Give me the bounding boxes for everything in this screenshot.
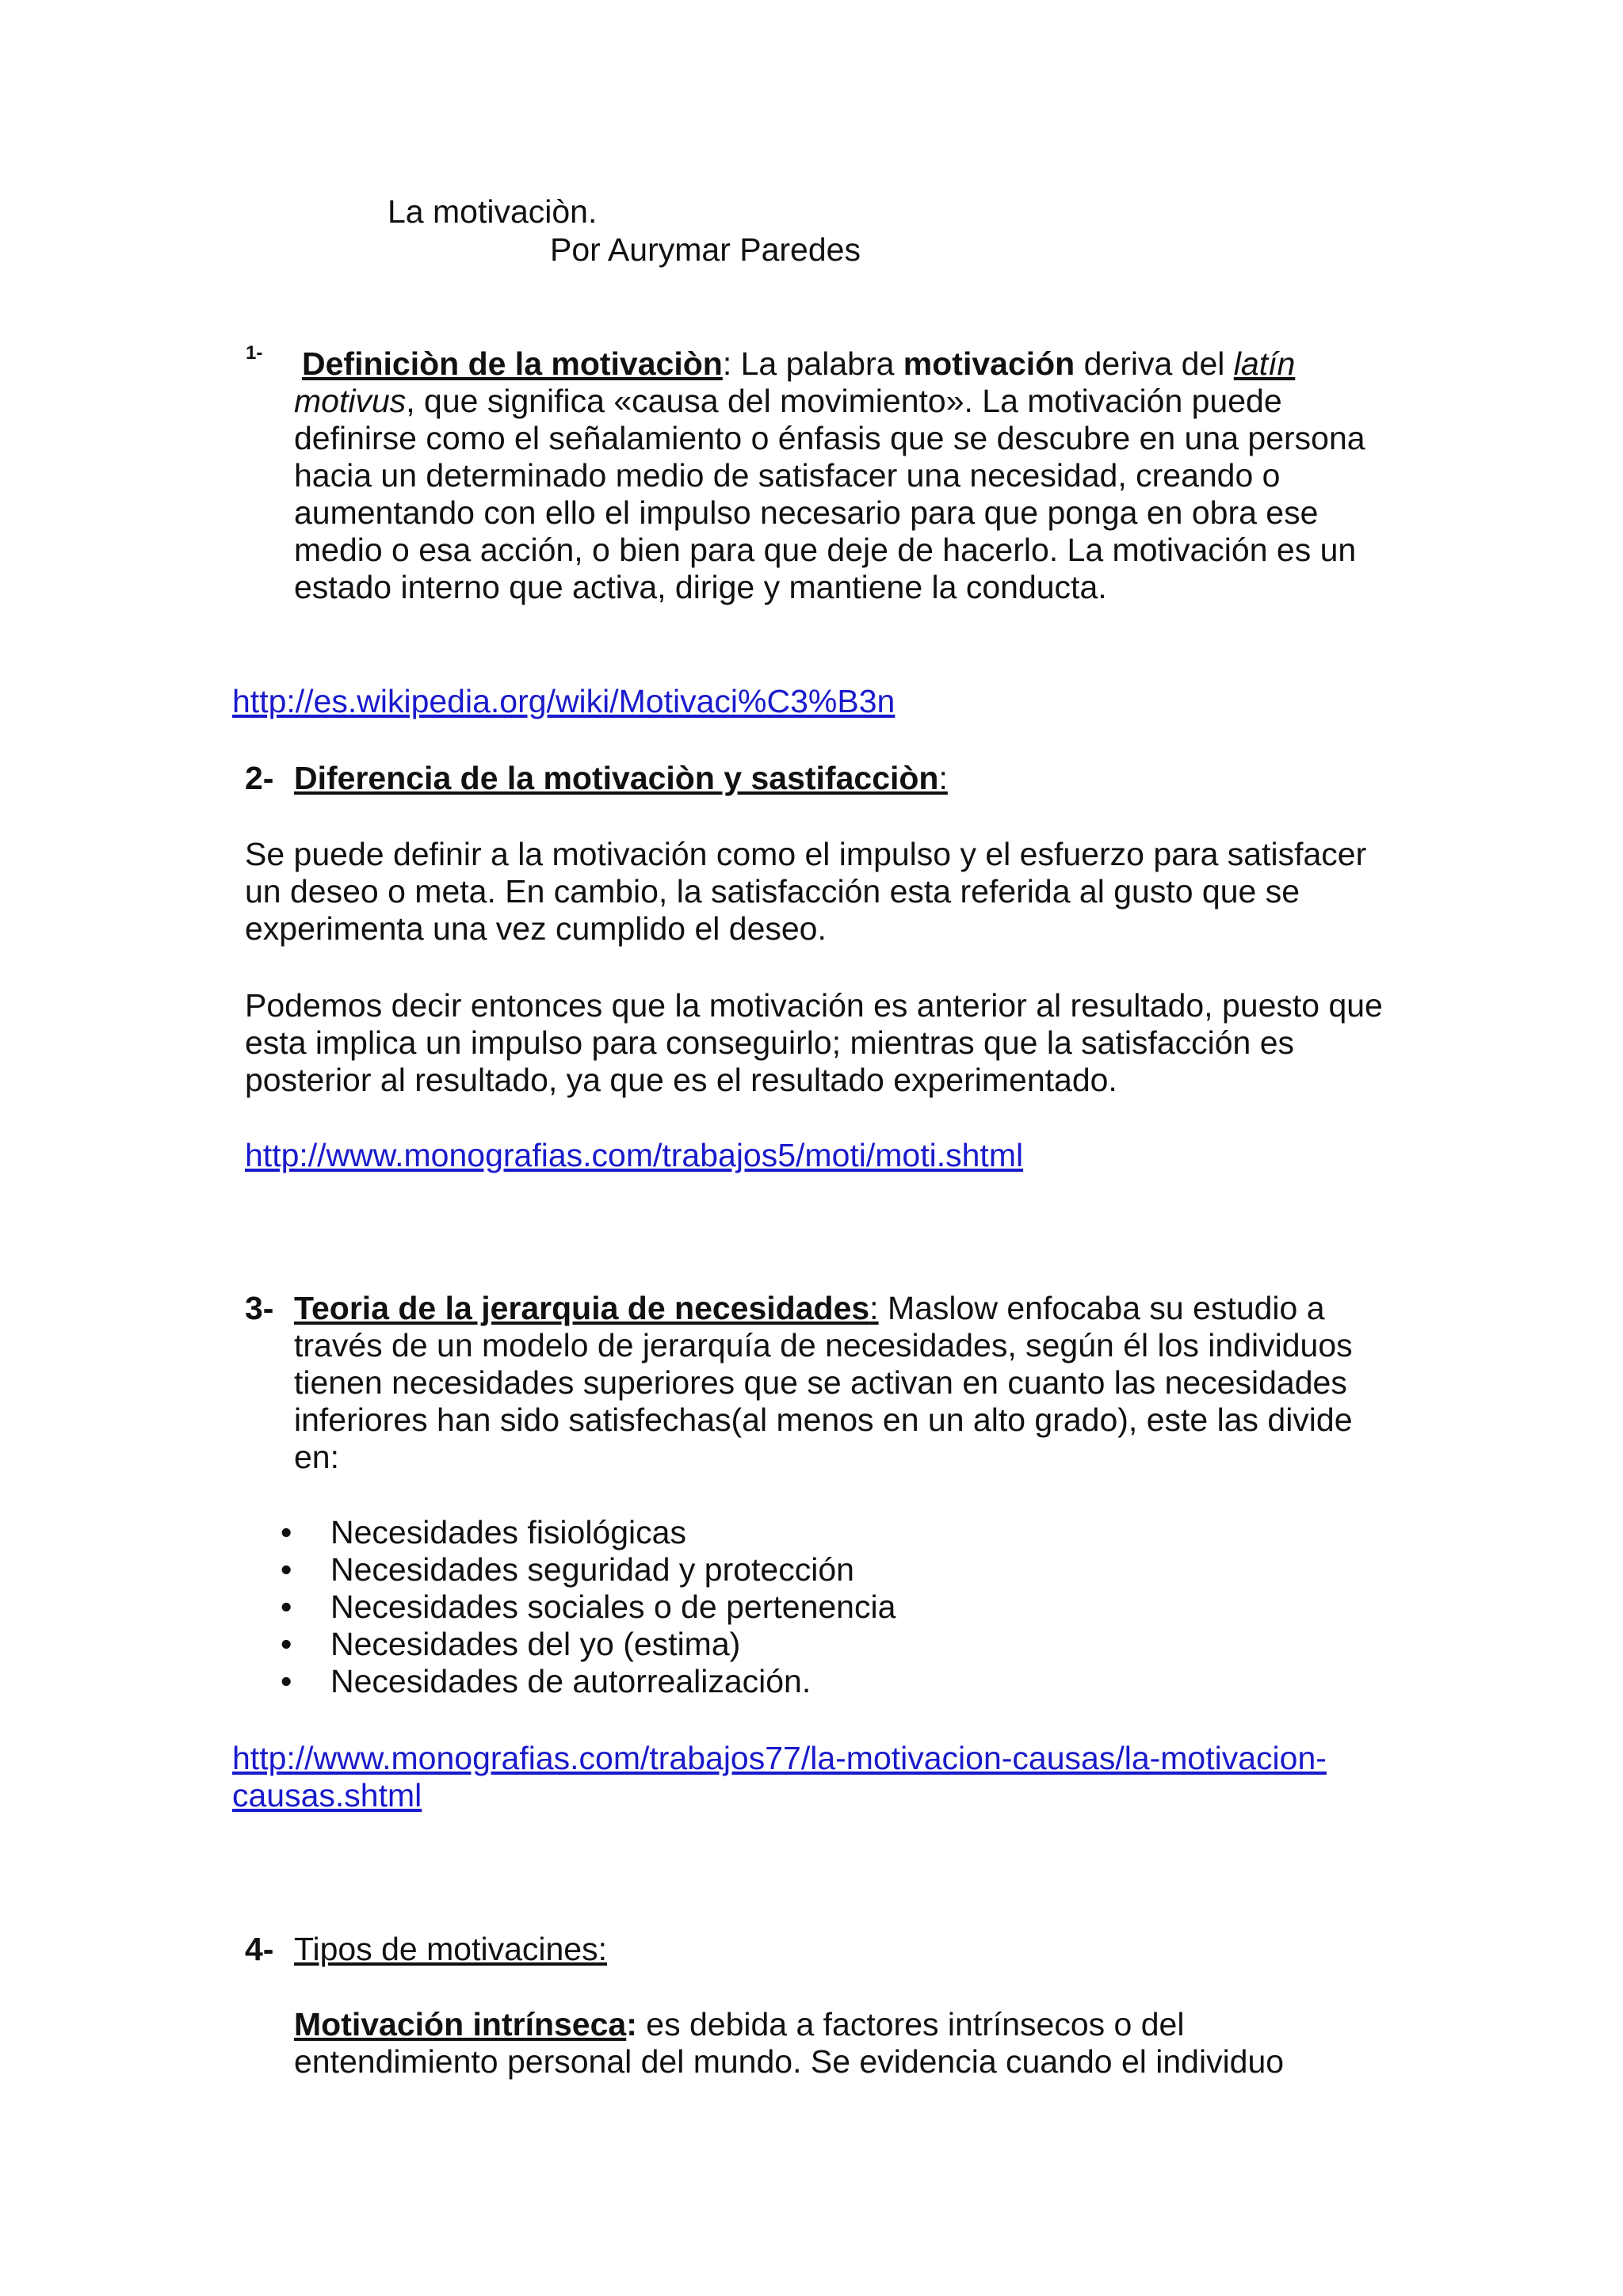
section-1-colon: : xyxy=(722,345,732,382)
needs-list-item: Necesidades fisiológicas xyxy=(330,1514,686,1550)
section-1-second-line xyxy=(294,383,1282,420)
section-4-subheading: Motivación intrínseca xyxy=(294,2006,627,2042)
section-1-heading: Definiciòn de la motivaciòn xyxy=(302,345,723,382)
section-1-line: estado interno que activa, dirige y mantiene la conducta. xyxy=(294,569,1107,605)
document-title: La motivaciòn. xyxy=(388,193,598,230)
section-1-italic-motivus: motivus xyxy=(294,383,407,419)
section-2-paragraph-2-line: posterior al resultado, ya que es el resultado experimentado. xyxy=(245,1062,1117,1098)
section-1-text-1: La palabra xyxy=(731,345,903,382)
section-2-paragraph-2-line: esta implica un impulso para conseguirlo; mientras que la satisfacción es xyxy=(245,1024,1295,1061)
section-1-line: aumentando con ello el impulso necesario para que ponga en obra ese xyxy=(294,494,1319,531)
section-2-heading: Diferencia de la motivaciòn y sastifacciòn xyxy=(294,760,939,796)
section-3-text-1: Maslow enfocaba su estudio a xyxy=(878,1290,1325,1326)
section-1-italic-latin: latín xyxy=(1233,345,1296,382)
section-1-text-3: , que significa «causa del movimiento». La motivación puede xyxy=(406,383,1282,419)
section-4-line: entendimiento personal del mundo. Se evidencia cuando el individuo xyxy=(294,2043,1285,2080)
section-4-text-1: es debida a factores intrínsecos o del xyxy=(636,2006,1185,2042)
section-3-line: en: xyxy=(294,1439,339,1475)
section-2-paragraph-1-line: experimenta una vez cumplido el deseo. xyxy=(245,910,827,947)
section-1-line: hacia un determinado medio de satisfacer una necesidad, creando o xyxy=(294,457,1281,494)
bullet-icon: • xyxy=(281,1514,292,1550)
section-3-colon: : xyxy=(869,1290,879,1326)
needs-list-item: Necesidades seguridad y protección xyxy=(330,1551,854,1588)
section-3-heading: Teoria de la jerarquia de necesidades xyxy=(294,1290,870,1326)
bullet-icon: • xyxy=(281,1663,292,1699)
section-3-line: tienen necesidades superiores que se activan en cuanto las necesidades xyxy=(294,1364,1347,1401)
section-4-first-line xyxy=(294,2006,1184,2043)
section-4-heading: Tipos de motivacines: xyxy=(294,1931,607,1967)
section-1-line: medio o esa acción, o bien para que deje de hacerlo. La motivación es un xyxy=(294,532,1357,568)
section-1-first-line xyxy=(302,345,1295,383)
monografias-link-1[interactable]: http://www.monografias.com/trabajos5/moti/moti.shtml xyxy=(245,1137,1024,1173)
section-2-number: 2- xyxy=(245,760,274,796)
section-1-bold-term: motivación xyxy=(903,345,1075,382)
section-2-paragraph-2-line: Podemos decir entonces que la motivación es anterior al resultado, puesto que xyxy=(245,987,1383,1024)
section-3-first-line xyxy=(294,1290,1325,1327)
section-4-colon: : xyxy=(626,2006,637,2042)
bullet-icon: • xyxy=(281,1551,292,1588)
section-1-text-2: deriva del xyxy=(1075,345,1234,382)
needs-list-item: Necesidades del yo (estima) xyxy=(330,1626,741,1662)
wikipedia-link[interactable]: http://es.wikipedia.org/wiki/Motivaci%C3%B3n xyxy=(232,683,896,719)
section-3-line: inferiores han sido satisfechas(al menos en un alto grado), este las divide xyxy=(294,1402,1353,1438)
section-4-number: 4- xyxy=(245,1931,274,1967)
bullet-icon: • xyxy=(281,1626,292,1662)
section-1-line: definirse como el señalamiento o énfasis que se descubre en una persona xyxy=(294,420,1365,456)
section-3-number: 3- xyxy=(245,1290,274,1326)
section-2-colon: : xyxy=(938,760,948,796)
needs-list-item: Necesidades sociales o de pertenencia xyxy=(330,1589,896,1625)
section-2-paragraph-1-line: Se puede definir a la motivación como el impulso y el esfuerzo para satisfacer xyxy=(245,836,1367,872)
bullet-icon: • xyxy=(281,1589,292,1625)
monografias-link-2-continued[interactable]: causas.shtml xyxy=(232,1777,422,1814)
section-2-paragraph-1-line: un deseo o meta. En cambio, la satisfacción esta referida al gusto que se xyxy=(245,873,1300,910)
section-1-number: 1- xyxy=(246,342,263,364)
needs-list-item: Necesidades de autorrealización. xyxy=(330,1663,812,1699)
section-3-line: través de un modelo de jerarquía de necesidades, según él los individuos xyxy=(294,1327,1353,1363)
monografias-link-2[interactable]: http://www.monografias.com/trabajos77/la-motivacion-causas/la-motivacion- xyxy=(232,1740,1327,1776)
section-2-heading-line xyxy=(294,760,948,797)
document-author: Por Aurymar Paredes xyxy=(550,231,861,268)
